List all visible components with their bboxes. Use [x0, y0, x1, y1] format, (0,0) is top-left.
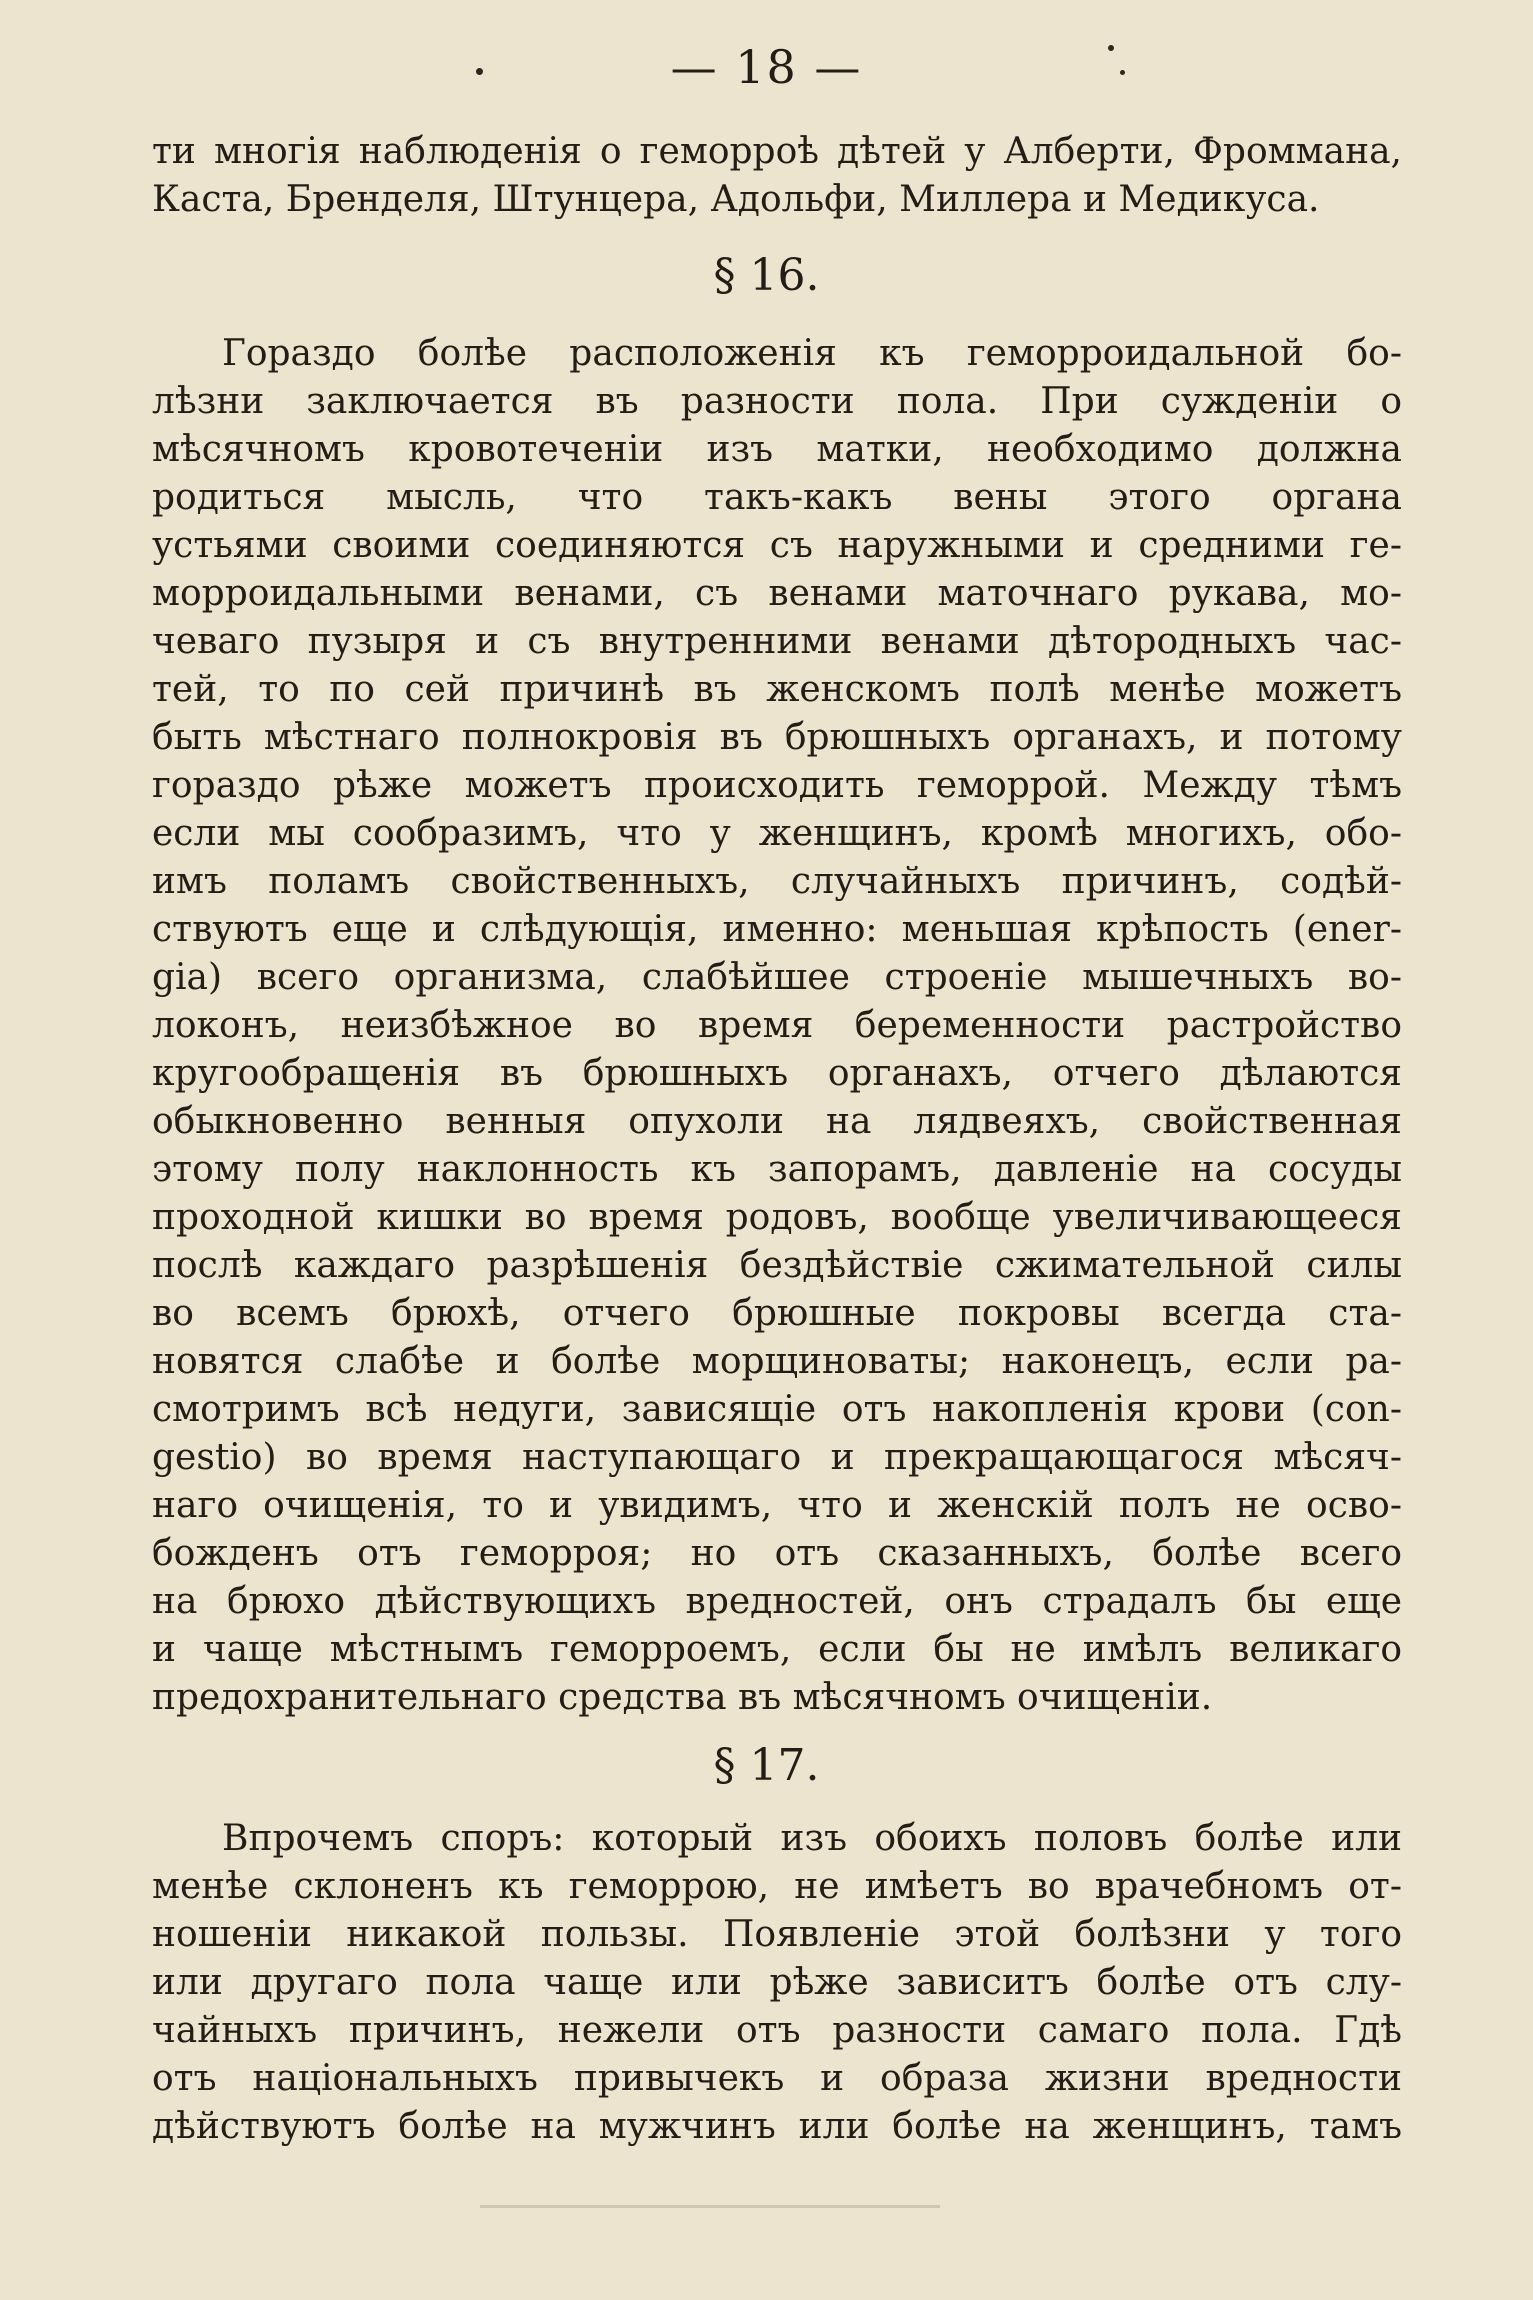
text-line: кругообращенія въ брюшныхъ органахъ, отчего дѣлаются — [152, 1053, 1402, 1094]
text-line: лѣзни заключается въ разности пола. При сужденіи о — [152, 381, 1402, 422]
text-line: на брюхо дѣйствующихъ вредностей, онъ страдалъ бы еще — [152, 1581, 1402, 1622]
text-line: этому полу наклонность къ запорамъ, давленіе на сосуды — [152, 1149, 1402, 1190]
text-line: ношеніи никакой пользы. Появленіе этой болѣзни у того — [152, 1914, 1402, 1955]
text-line: локонъ, неизбѣжное во время беременности растройство — [152, 1005, 1402, 1046]
section-16-paragraph — [152, 330, 1402, 1722]
text-line: мѣсячномъ кровотеченіи изъ матки, необходимо должна — [152, 429, 1402, 470]
text-line: Впрочемъ споръ: который изъ обоихъ половъ болѣе или — [222, 1818, 1402, 1859]
text-line: устьями своими соединяются съ наружными и средними ге- — [152, 525, 1402, 566]
continuation-paragraph — [152, 128, 1402, 224]
section-17-paragraph — [152, 1815, 1402, 2151]
text-line: ти многія наблюденія о геморроѣ дѣтей у Алберти, Фроммана, — [152, 131, 1402, 172]
text-line: имъ поламъ свойственныхъ, случайныхъ причинъ, содѣй- — [152, 861, 1402, 902]
text-line: Гораздо болѣе расположенія къ геморроидальной бо- — [222, 333, 1402, 374]
page-number: — 18 — — [670, 40, 863, 94]
text-line: ствуютъ еще и слѣдующія, именно: меньшая крѣпость (ener- — [152, 909, 1402, 950]
text-line: предохранительнаго средства въ мѣсячномъ очищеніи. — [152, 1677, 1213, 1718]
text-line: и чаще мѣстнымъ геморроемъ, если бы не имѣлъ великаго — [152, 1629, 1402, 1670]
text-line: послѣ каждаго разрѣшенія бездѣйствіе сжимательной силы — [152, 1245, 1402, 1286]
text-line: божденъ отъ геморроя; но отъ сказанныхъ, болѣе всего — [152, 1533, 1402, 1574]
text-line: наго очищенія, то и увидимъ, что и женскій полъ не осво- — [152, 1485, 1402, 1526]
faded-library-stamp — [480, 2205, 940, 2268]
text-line: или другаго пола чаще или рѣже зависитъ болѣе отъ слу- — [152, 1962, 1402, 2003]
text-line: гораздо рѣже можетъ происходить геморрой. Между тѣмъ — [152, 765, 1402, 806]
text-line: если мы сообразимъ, что у женщинъ, кромѣ многихъ, обо- — [152, 813, 1402, 854]
text-line: чеваго пузыря и съ внутренними венами дѣтородныхъ час- — [152, 621, 1402, 662]
text-line: морроидальными венами, съ венами маточнаго рукава, мо- — [152, 573, 1402, 614]
text-line: обыкновенно венныя опухоли на лядвеяхъ, свойственная — [152, 1101, 1402, 1142]
text-line: родиться мысль, что такъ-какъ вены этого органа — [152, 477, 1402, 518]
section-17-heading: § 17. — [713, 1740, 820, 1791]
text-line: gestio) во время наступающаго и прекращающагося мѣсяч- — [152, 1437, 1402, 1478]
text-line: тей, то по сей причинѣ въ женскомъ полѣ менѣе можетъ — [152, 669, 1402, 710]
text-line: чайныхъ причинъ, нежели отъ разности самаго пола. Гдѣ — [152, 2010, 1402, 2051]
text-line: во всемъ брюхѣ, отчего брюшные покровы всегда ста- — [152, 1293, 1402, 1334]
text-line: проходной кишки во время родовъ, вообще увеличивающееся — [152, 1197, 1402, 1238]
text-line: новятся слабѣе и болѣе морщиноваты; наконецъ, если ра- — [152, 1341, 1402, 1382]
text-line: менѣе склоненъ къ геморрою, не имѣетъ во врачебномъ от- — [152, 1866, 1402, 1907]
text-line: Каста, Бренделя, Штунцера, Адольфи, Миллера и Медикуса. — [152, 179, 1320, 220]
section-16-heading: § 16. — [713, 250, 820, 301]
text-line: дѣйствуютъ болѣе на мужчинъ или болѣе на женщинъ, тамъ — [152, 2106, 1402, 2147]
text-line: смотримъ всѣ недуги, зависящіе отъ накопленія крови (con- — [152, 1389, 1402, 1430]
text-line: быть мѣстнаго полнокровія въ брюшныхъ органахъ, и потому — [152, 717, 1402, 758]
text-line: отъ національныхъ привычекъ и образа жизни вредности — [152, 2058, 1402, 2099]
text-line: gia) всего организма, слабѣйшее строеніе мышечныхъ во- — [152, 957, 1402, 998]
